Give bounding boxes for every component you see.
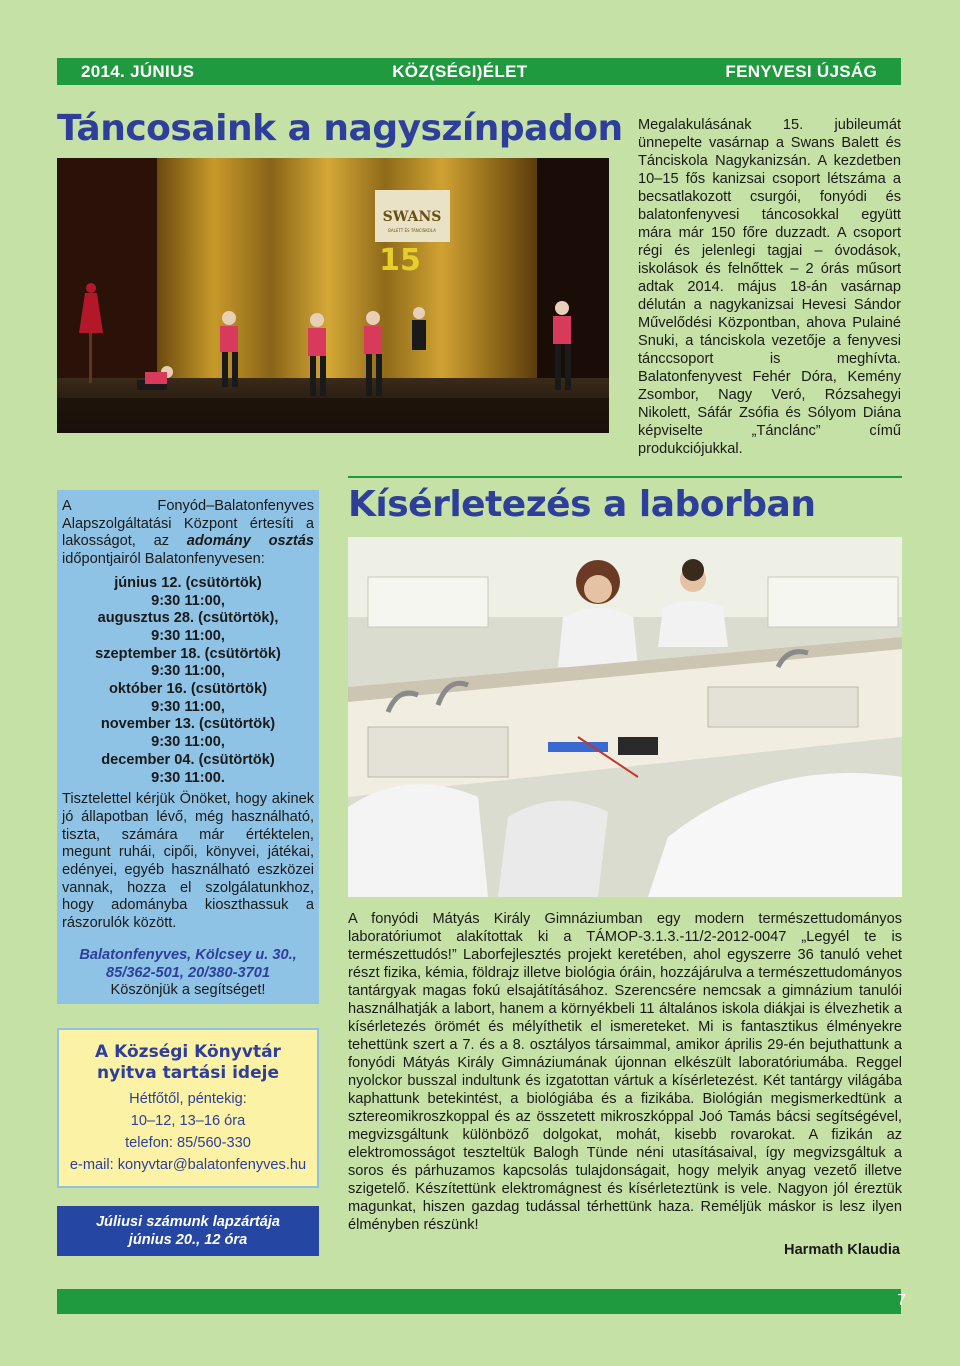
deadline-line1: Júliusi számunk lapzártája (95, 1214, 281, 1230)
page-number: 7 (897, 1292, 906, 1309)
library-hours-box (57, 1028, 319, 1188)
notice-phone-line: 85/362-501, 20/380-3701 (106, 964, 270, 981)
library-hours: 10–12, 13–16 óra (130, 1113, 246, 1129)
header-section: KÖZ(SÉGI)ÉLET (392, 61, 528, 81)
notice-time-line: 9:30 11:00, (151, 734, 225, 751)
notice-date-line: november 13. (csütörtök) (100, 716, 276, 733)
library-email: e-mail: konyvtar@balatonfenyves.hu (69, 1157, 307, 1173)
notice-address (62, 947, 314, 982)
page-header-bar (57, 58, 901, 85)
donation-notice-box (57, 490, 319, 1004)
deadline-line2: június 20., 12 óra (128, 1232, 248, 1248)
section-divider (348, 476, 902, 478)
notice-date-line: június 12. (csütörtök) (114, 574, 262, 591)
anniversary-number: 15 (379, 243, 421, 278)
notice-intro-part1: A Fonyód–Balatonfenyves Alapszolgáltatási Központ értesíti a lakosságot, az (62, 498, 314, 550)
article1-body-text: Megalakulásának 15. jubileumát ünnepelte vasárnap a Swans Balett és Tánciskola Nagykanizsán. A kezdetben 10–15 fős kanizsai csoport létszáma a becsatlakozott csurgói, fonyódi és balatonfenyvesi táncosokkal együtt mára már 150 főre duzzadt. A csoport régi és jelenlegi tagjai – óvodások, iskolások és felnőttek – 2 órás műsort adtak 2014. május 18-án vasárnap délután a nagykanizsai Hevesi Sándor Művelődési Központban, ahova Pulainé Snuki, a tánciskola vezetője a fenyvesi tánccsoport is meghívta. Balatonfenyvest Fehér Dóra, Kemény Zsombor, Nagy Veró, Rózsahegyi Nikolett, Sáfár Zsófia és Sólyom Diána képviselte „Tánclánc” című produkciójukkal. (638, 117, 901, 457)
notice-intro (62, 498, 314, 569)
notice-time-line: 9:30 11:00, (151, 698, 225, 715)
notice-intro-emphasis: adomány osztás (186, 533, 314, 550)
notice-date-line: december 04. (csütörtök) (101, 751, 275, 768)
notice-date-list (62, 575, 314, 787)
notice-address-line: Balatonfenyves, Kölcsey u. 30., (79, 946, 297, 963)
dance-stage-photo (57, 158, 609, 433)
library-phone: telefon: 85/560-330 (125, 1135, 251, 1151)
notice-thanks: Köszönjük a segítséget! (110, 982, 266, 999)
header-date: 2014. JÚNIUS (81, 61, 195, 81)
deadline-box (57, 1206, 319, 1256)
article1-title: Táncosaink a nagyszínpadon (57, 108, 623, 149)
notice-intro-part2: időpontjairól Balatonfenyvesen: (62, 551, 265, 568)
notice-date-line: október 16. (csütörtök) (108, 681, 268, 698)
header-paper-name: FENYVESI ÚJSÁG (725, 61, 877, 81)
notice-date-line: szeptember 18. (csütörtök) (95, 645, 281, 662)
library-title-line2: nyitva tartási ideje (97, 1063, 279, 1083)
notice-request: Tisztelettel kérjük Önöket, hogy akinek jó állapotban lévő, még használható, tiszta, számára már értéktelen, megunt ruhái, cipői, könyvei, játékai, edényei, egyéb használható eszközei vannak, hozza el szolgálatunkhoz, hogy adományba kioszthassuk a rászorulók között. (62, 791, 314, 932)
notice-time-line: 9:30 11:00, (151, 592, 225, 609)
swans-sign-text: SWANS (382, 209, 442, 225)
article2-title: Kísérletezés a laborban (348, 484, 816, 525)
notice-time-line: 9:30 11:00, (151, 627, 225, 644)
page-footer-bar (57, 1289, 901, 1314)
library-days: Hétfőtől, péntekig: (129, 1091, 247, 1107)
notice-time-line: 9:30 11:00. (151, 769, 225, 786)
article2-author: Harmath Klaudia (784, 1242, 900, 1258)
article2-body (348, 910, 902, 1234)
notice-time-line: 9:30 11:00, (151, 663, 225, 680)
notice-date-line: augusztus 28. (csütörtök), (97, 610, 279, 627)
article2-body-text: A fonyódi Mátyás Király Gimnáziumban egy modern természettudományos laboratóriumot alakítottak ki a TÁMOP-3.1.3.-11/2-2012-0047 „Legyél te is természettudós!” Laborfejlesztés projekt keretében, ahol egyszerre 36 tanuló vehet részt fizika, kémia, földrajz illetve biológia óráin, hozzájárulva a természettudományos tantárgyak magas fokú elsajátításához. Szerencsére nemcsak a gimnázium tanulói használhatják a labort, hanem a környékbeli 11 általános iskola diákjai is élvezhetik a kísérletezés örömét és mélyíthetik el ismereteket. Mi is fantasztikus élményekre tehettünk szert a 7. és a 8. osztályos társaimmal, amikor április 29-én bejuthattunk a fonyódi Mátyás Király Gimnáziumának újonnan elkészült laboratóriumába. Reggel nyolckor busszal indultunk és izgatottan vártuk a kísérletezést. Két tantárgy világába kaphattunk betekintést, a biológiába és a fizikába. Biológián megismerkedtünk a sztereomikroszkoppal és az összetett mikroszkóppal Joó Tamás bácsi segítségével, megvizsgáltunk különböző dolgokat, mohát, kisebb rovarokat. A fizikán az elektromosságot teszteltük Balogh Tünde néni utasításaival, így megvizsgáltuk a soros és párhuzamos kapcsolás tulajdonságait, hogy melyik anyag vezető illetve szigetelő. Készítettünk elektromágnest és kísérleteztünk is vele. Nagyon jól éreztük magunkat, hiszen gazdag tudással térhettünk haza. Reméljük máskor is lesz ilyen élményben részünk! (348, 911, 902, 1233)
library-title-line1: A Községi Könyvtár (95, 1042, 281, 1062)
laboratory-photo (348, 537, 902, 897)
swans-sign-subtext: BALETT ÉS TÁNCISKOLA (388, 228, 436, 233)
article1-body (638, 116, 901, 458)
